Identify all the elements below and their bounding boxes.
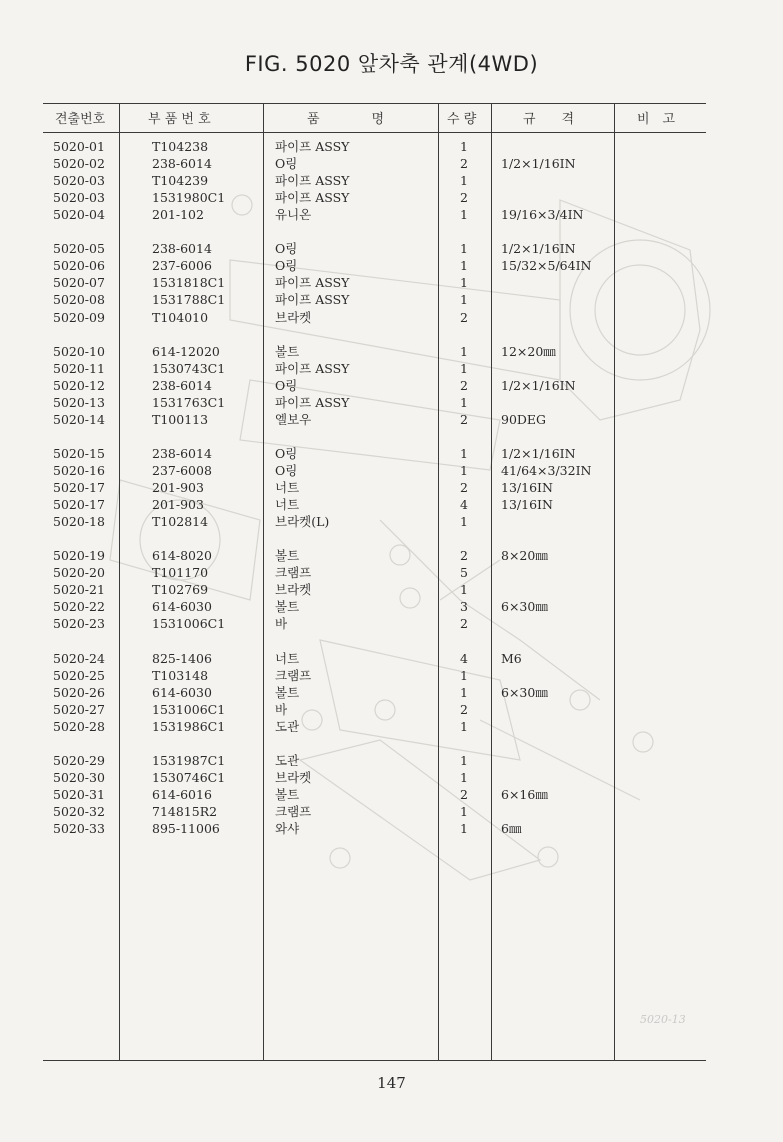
qty-cell: 2 — [460, 480, 468, 495]
ref-no-cell: 5020-01 — [53, 139, 105, 154]
part-name-cell: 바 — [275, 701, 288, 717]
part-no-cell: 1531818C1 — [152, 275, 226, 291]
table-top-rule — [43, 103, 706, 104]
table-row — [0, 701, 783, 718]
qty-cell: 2 — [460, 701, 468, 717]
table-row — [0, 650, 783, 667]
part-no-cell: T104238 — [152, 139, 209, 154]
part-name-cell: 볼트 — [275, 343, 300, 359]
ref-no-cell: 5020-08 — [53, 292, 105, 308]
qty-cell: 1 — [460, 343, 468, 359]
table-row — [0, 667, 783, 684]
part-no-cell: T100113 — [152, 411, 209, 427]
part-name-cell: 도관 — [275, 718, 300, 734]
part-name-cell: 브라켓 — [275, 769, 312, 785]
table-row — [0, 394, 783, 411]
header-bottom-rule — [43, 132, 706, 133]
spec-cell: 41/64×3/32IN — [501, 462, 592, 478]
ref-no-cell: 5020-17 — [53, 480, 105, 495]
part-no-cell: 1531986C1 — [152, 718, 226, 734]
ref-no-cell: 5020-05 — [53, 241, 105, 257]
part-no-cell: T102814 — [152, 514, 209, 530]
ref-no-cell: 5020-29 — [53, 752, 105, 768]
part-name-cell: 너트 — [275, 497, 300, 513]
part-no-cell: 1530746C1 — [152, 769, 226, 785]
qty-cell: 1 — [460, 514, 468, 530]
ref-no-cell: 5020-28 — [53, 718, 105, 734]
part-name-cell: O링 — [275, 258, 298, 274]
qty-cell: 4 — [460, 650, 468, 666]
table-row — [0, 377, 783, 394]
qty-cell: 5 — [460, 565, 468, 581]
table-row — [0, 343, 783, 360]
part-name-cell: O링 — [275, 377, 298, 393]
qty-cell: 1 — [460, 667, 468, 683]
ref-no-cell: 5020-16 — [53, 462, 105, 478]
spec-cell: 1/2×1/16IN — [501, 377, 576, 393]
table-row — [0, 786, 783, 803]
table-row — [0, 309, 783, 326]
table-row — [0, 803, 783, 820]
part-no-cell: T104239 — [152, 173, 209, 189]
ref-no-cell: 5020-32 — [53, 803, 105, 819]
part-name-cell: 크램프 — [275, 667, 312, 683]
part-no-cell: 614-6030 — [152, 684, 212, 700]
part-no-cell: 1531006C1 — [152, 701, 226, 717]
ref-no-cell: 5020-11 — [53, 360, 105, 376]
ref-no-cell: 5020-03 — [53, 190, 105, 206]
ref-no-cell: 5020-15 — [53, 445, 105, 461]
ref-no-cell: 5020-22 — [53, 599, 105, 615]
part-name-cell: 파이프 ASSY — [275, 173, 350, 189]
qty-cell: 2 — [460, 616, 468, 632]
part-name-cell: 볼트 — [275, 786, 300, 802]
part-no-cell: 1531763C1 — [152, 394, 226, 410]
part-name-cell: 볼트 — [275, 684, 300, 700]
spec-cell: 6×30㎜ — [501, 684, 548, 700]
part-no-cell: 238-6014 — [152, 156, 212, 172]
ref-no-cell: 5020-25 — [53, 667, 105, 683]
spec-cell: 15/32×5/64IN — [501, 258, 592, 274]
part-no-cell: 614-6030 — [152, 599, 212, 615]
part-no-cell: 825-1406 — [152, 650, 212, 666]
table-row — [0, 496, 783, 513]
table-row — [0, 138, 783, 155]
qty-cell: 4 — [460, 497, 468, 513]
ref-no-cell: 5020-26 — [53, 684, 105, 700]
part-no-cell: 237-6008 — [152, 462, 212, 478]
part-no-cell: 614-12020 — [152, 343, 220, 359]
part-no-cell: 201-903 — [152, 497, 204, 513]
page-number: 147 — [377, 1074, 406, 1092]
qty-cell: 1 — [460, 462, 468, 478]
part-name-cell: 엘보우 — [275, 411, 312, 427]
part-name-cell: 파이프 ASSY — [275, 292, 350, 308]
part-name-cell: 와샤 — [275, 821, 300, 836]
part-name-cell: 파이프 ASSY — [275, 360, 350, 376]
part-no-cell: T104010 — [152, 309, 209, 325]
qty-cell: 1 — [460, 292, 468, 308]
qty-cell: 1 — [460, 769, 468, 785]
qty-cell: 1 — [460, 275, 468, 291]
part-name-cell: 너트 — [275, 650, 300, 666]
part-no-cell: 201-102 — [152, 207, 204, 223]
part-name-cell: 크램프 — [275, 565, 312, 581]
spec-cell: 90DEG — [501, 411, 547, 427]
ref-no-cell: 5020-06 — [53, 258, 105, 274]
table-row — [0, 360, 783, 377]
part-no-cell: 238-6014 — [152, 241, 212, 257]
ref-no-cell: 5020-07 — [53, 275, 105, 291]
ref-no-cell: 5020-02 — [53, 156, 105, 172]
part-no-cell: 1530743C1 — [152, 360, 226, 376]
spec-cell: 1/2×1/16IN — [501, 241, 576, 257]
qty-cell: 2 — [460, 190, 468, 206]
ref-no-cell: 5020-20 — [53, 565, 105, 581]
ref-no-cell: 5020-09 — [53, 309, 105, 325]
qty-cell: 2 — [460, 548, 468, 564]
part-no-cell: 1531006C1 — [152, 616, 226, 632]
ref-no-cell: 5020-03 — [53, 173, 105, 189]
part-no-cell: 201-903 — [152, 480, 204, 495]
figure-code-mark: 5020-13 — [640, 1013, 686, 1026]
part-no-cell: T101170 — [152, 565, 209, 581]
table-row — [0, 189, 783, 206]
qty-cell: 1 — [460, 139, 468, 154]
table-row — [0, 240, 783, 257]
table-row — [0, 547, 783, 564]
qty-cell: 1 — [460, 445, 468, 461]
table-row — [0, 769, 783, 786]
spec-cell: M6 — [501, 650, 522, 666]
part-name-cell: 파이프 ASSY — [275, 394, 350, 410]
qty-cell: 2 — [460, 156, 468, 172]
part-no-cell: 895-11006 — [152, 821, 220, 836]
part-no-cell: T102769 — [152, 582, 209, 598]
table-row — [0, 684, 783, 701]
ref-no-cell: 5020-33 — [53, 821, 105, 836]
part-no-cell: T103148 — [152, 667, 209, 683]
part-name-cell: 너트 — [275, 480, 300, 495]
part-name-cell: O링 — [275, 462, 298, 478]
ref-no-cell: 5020-30 — [53, 769, 105, 785]
ref-no-cell: 5020-19 — [53, 548, 105, 564]
table-row — [0, 411, 783, 428]
ref-no-cell: 5020-13 — [53, 394, 105, 410]
qty-cell: 1 — [460, 258, 468, 274]
part-name-cell: O링 — [275, 241, 298, 257]
part-no-cell: 714815R2 — [152, 803, 218, 819]
part-name-cell: 브라켓 — [275, 582, 312, 598]
spec-cell: 6×30㎜ — [501, 599, 548, 615]
spec-cell: 8×20㎜ — [501, 548, 548, 564]
qty-cell: 3 — [460, 599, 468, 615]
part-no-cell: 238-6014 — [152, 445, 212, 461]
table-row — [0, 445, 783, 462]
part-name-cell: 브라켓(L) — [275, 514, 330, 530]
header-spec: 규 격 — [523, 112, 575, 127]
table-row — [0, 291, 783, 308]
qty-cell: 1 — [460, 173, 468, 189]
qty-cell: 2 — [460, 411, 468, 427]
table-row — [0, 155, 783, 172]
ref-no-cell: 5020-18 — [53, 514, 105, 530]
table-row — [0, 462, 783, 479]
table-row — [0, 752, 783, 769]
part-no-cell: 1531980C1 — [152, 190, 226, 206]
qty-cell: 2 — [460, 377, 468, 393]
ref-no-cell: 5020-17 — [53, 497, 105, 513]
table-row — [0, 598, 783, 615]
part-name-cell: 바 — [275, 616, 288, 632]
table-bottom-rule — [43, 1060, 706, 1061]
figure-title: FIG. 5020 앞차축 관계(4WD) — [244, 52, 539, 76]
part-name-cell: 파이프 ASSY — [275, 275, 350, 291]
table-row — [0, 564, 783, 581]
spec-cell: 6㎜ — [501, 821, 522, 836]
part-name-cell: 볼트 — [275, 599, 300, 615]
part-no-cell: 614-6016 — [152, 786, 212, 802]
qty-cell: 1 — [460, 821, 468, 836]
qty-cell: 1 — [460, 360, 468, 376]
qty-cell: 1 — [460, 582, 468, 598]
part-no-cell: 1531987C1 — [152, 752, 226, 768]
part-name-cell: O링 — [275, 156, 298, 172]
table-row — [0, 820, 783, 837]
part-name-cell: 크램프 — [275, 803, 312, 819]
qty-cell: 1 — [460, 803, 468, 819]
part-name-cell: 파이프 ASSY — [275, 190, 350, 206]
ref-no-cell: 5020-27 — [53, 701, 105, 717]
table-row — [0, 172, 783, 189]
ref-no-cell: 5020-23 — [53, 616, 105, 632]
ref-no-cell: 5020-21 — [53, 582, 105, 598]
table-row — [0, 206, 783, 223]
ref-no-cell: 5020-14 — [53, 411, 105, 427]
qty-cell: 2 — [460, 309, 468, 325]
header-remarks: 비 고 — [637, 112, 676, 127]
part-name-cell: 브라켓 — [275, 309, 312, 325]
header-ref-no: 견출번호 — [55, 112, 106, 127]
ref-no-cell: 5020-12 — [53, 377, 105, 393]
qty-cell: 2 — [460, 786, 468, 802]
spec-cell: 1/2×1/16IN — [501, 445, 576, 461]
spec-cell: 1/2×1/16IN — [501, 156, 576, 172]
part-no-cell: 238-6014 — [152, 377, 212, 393]
ref-no-cell: 5020-04 — [53, 207, 105, 223]
table-row — [0, 513, 783, 530]
part-name-cell: 도관 — [275, 752, 300, 768]
table-row — [0, 718, 783, 735]
part-no-cell: 237-6006 — [152, 258, 212, 274]
ref-no-cell: 5020-10 — [53, 343, 105, 359]
part-no-cell: 614-8020 — [152, 548, 212, 564]
part-name-cell: O링 — [275, 445, 298, 461]
table-row — [0, 479, 783, 496]
part-name-cell: 유니온 — [275, 207, 312, 223]
spec-cell: 13/16IN — [501, 497, 553, 513]
ref-no-cell: 5020-24 — [53, 650, 105, 666]
spec-cell: 12×20㎜ — [501, 343, 556, 359]
qty-cell: 1 — [460, 718, 468, 734]
table-row — [0, 581, 783, 598]
ref-no-cell: 5020-31 — [53, 786, 105, 802]
header-part-name: 품 명 — [307, 112, 385, 127]
qty-cell: 1 — [460, 684, 468, 700]
header-part-no: 부 품 번 호 — [148, 112, 211, 127]
qty-cell: 1 — [460, 207, 468, 223]
table-row — [0, 615, 783, 632]
qty-cell: 1 — [460, 752, 468, 768]
spec-cell: 19/16×3/4IN — [501, 207, 584, 223]
part-no-cell: 1531788C1 — [152, 292, 226, 308]
qty-cell: 1 — [460, 394, 468, 410]
header-qty: 수 량 — [447, 112, 477, 127]
part-name-cell: 파이프 ASSY — [275, 139, 350, 154]
table-row — [0, 274, 783, 291]
table-row — [0, 257, 783, 274]
qty-cell: 1 — [460, 241, 468, 257]
spec-cell: 13/16IN — [501, 480, 553, 495]
part-name-cell: 볼트 — [275, 548, 300, 564]
spec-cell: 6×16㎜ — [501, 786, 548, 802]
